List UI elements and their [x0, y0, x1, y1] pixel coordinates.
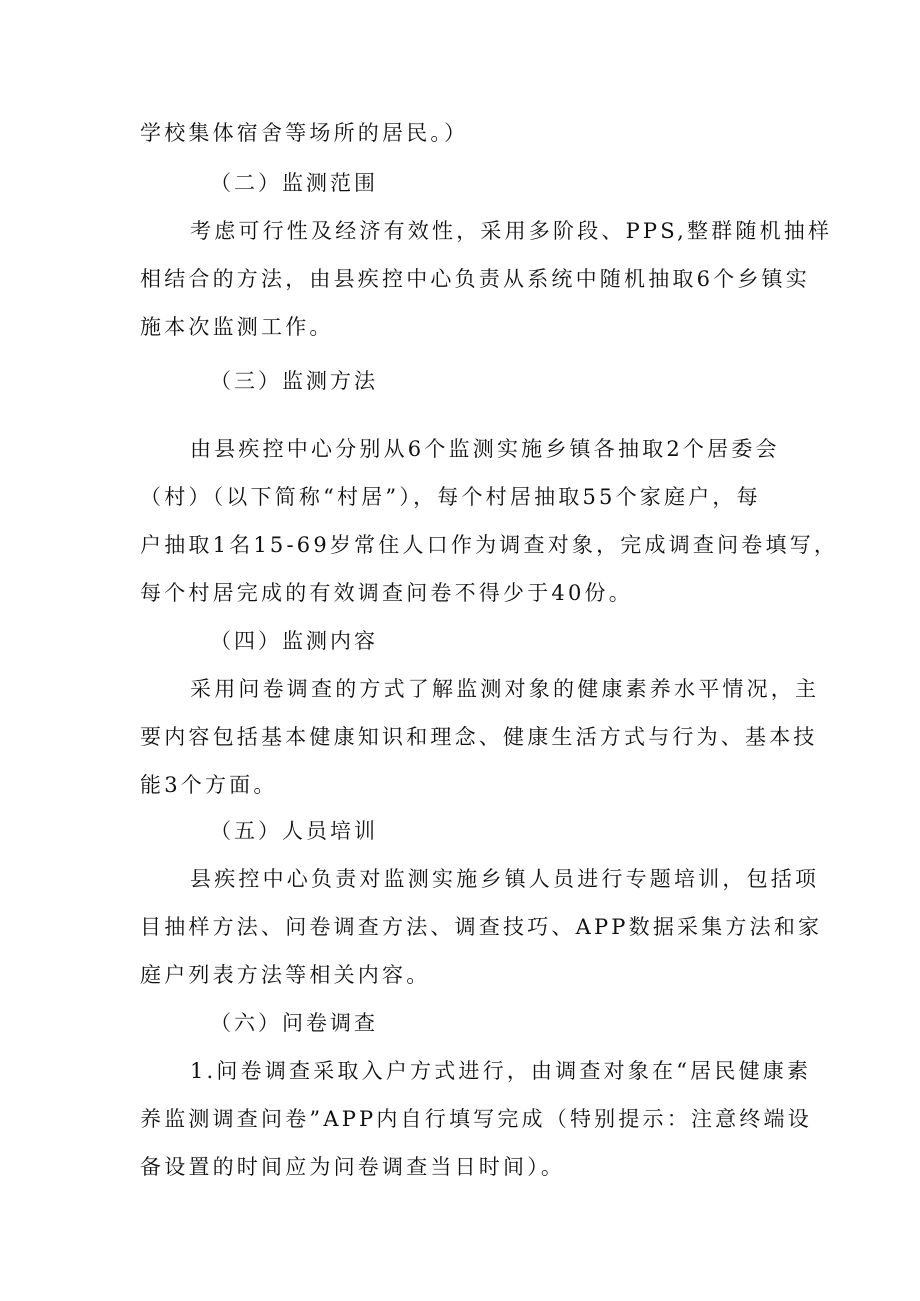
paragraph-line: 要内容包括基本健康知识和理念、健康生活方式与行为、基本技: [140, 725, 818, 749]
paragraph-line: 能3个方面。: [140, 773, 278, 797]
paragraph-line: 每个村居完成的有效调查问卷不得少于40份。: [140, 581, 633, 605]
paragraph-line: 采用问卷调查的方式了解监测对象的健康素养水平情况，主: [190, 677, 820, 701]
paragraph-line: 施本次监测工作。: [140, 315, 334, 339]
paragraph-line: 目抽样方法、问卷调查方法、调查技巧、APP数据采集方法和家: [140, 915, 823, 939]
paragraph-line: 庭户列表方法等相关内容。: [140, 963, 431, 987]
section-heading-scope: （二）监测范围: [210, 171, 378, 195]
paragraph-line: （村）（以下简称“村居”），每个村居抽取55个家庭户，每: [140, 485, 761, 509]
paragraph-line: 县疾控中心负责对监测实施乡镇人员进行专题培训，包括项: [190, 867, 820, 891]
paragraph-line: 养监测调查问卷”APP内自行填写完成（特别提示：注意终端设: [140, 1107, 812, 1131]
section-heading-content: （四）监测内容: [210, 629, 378, 653]
section-heading-survey: （六）问卷调查: [210, 1011, 378, 1035]
paragraph-line: 学校集体宿舍等场所的居民。）: [140, 121, 469, 145]
section-heading-method: （三）监测方法: [210, 369, 378, 393]
paragraph-line: 相结合的方法，由县疾控中心负责从系统中随机抽取6个乡镇实: [140, 267, 810, 291]
paragraph-line: 户抽取1名15-69岁常住人口作为调查对象，完成调查问卷填写，: [140, 533, 839, 557]
paragraph-line: 考虑可行性及经济有效性，采用多阶段、PPS,整群随机抽样: [190, 219, 833, 243]
paragraph-line: 1.问卷调查采取入户方式进行，由调查对象在“居民健康素: [190, 1059, 812, 1083]
paragraph-line: 备设置的时间应为问卷调查当日时间）。: [140, 1155, 566, 1179]
paragraph-line: 由县疾控中心分别从6个监测实施乡镇各抽取2个居委会: [190, 437, 780, 461]
section-heading-training: （五）人员培训: [210, 819, 378, 843]
